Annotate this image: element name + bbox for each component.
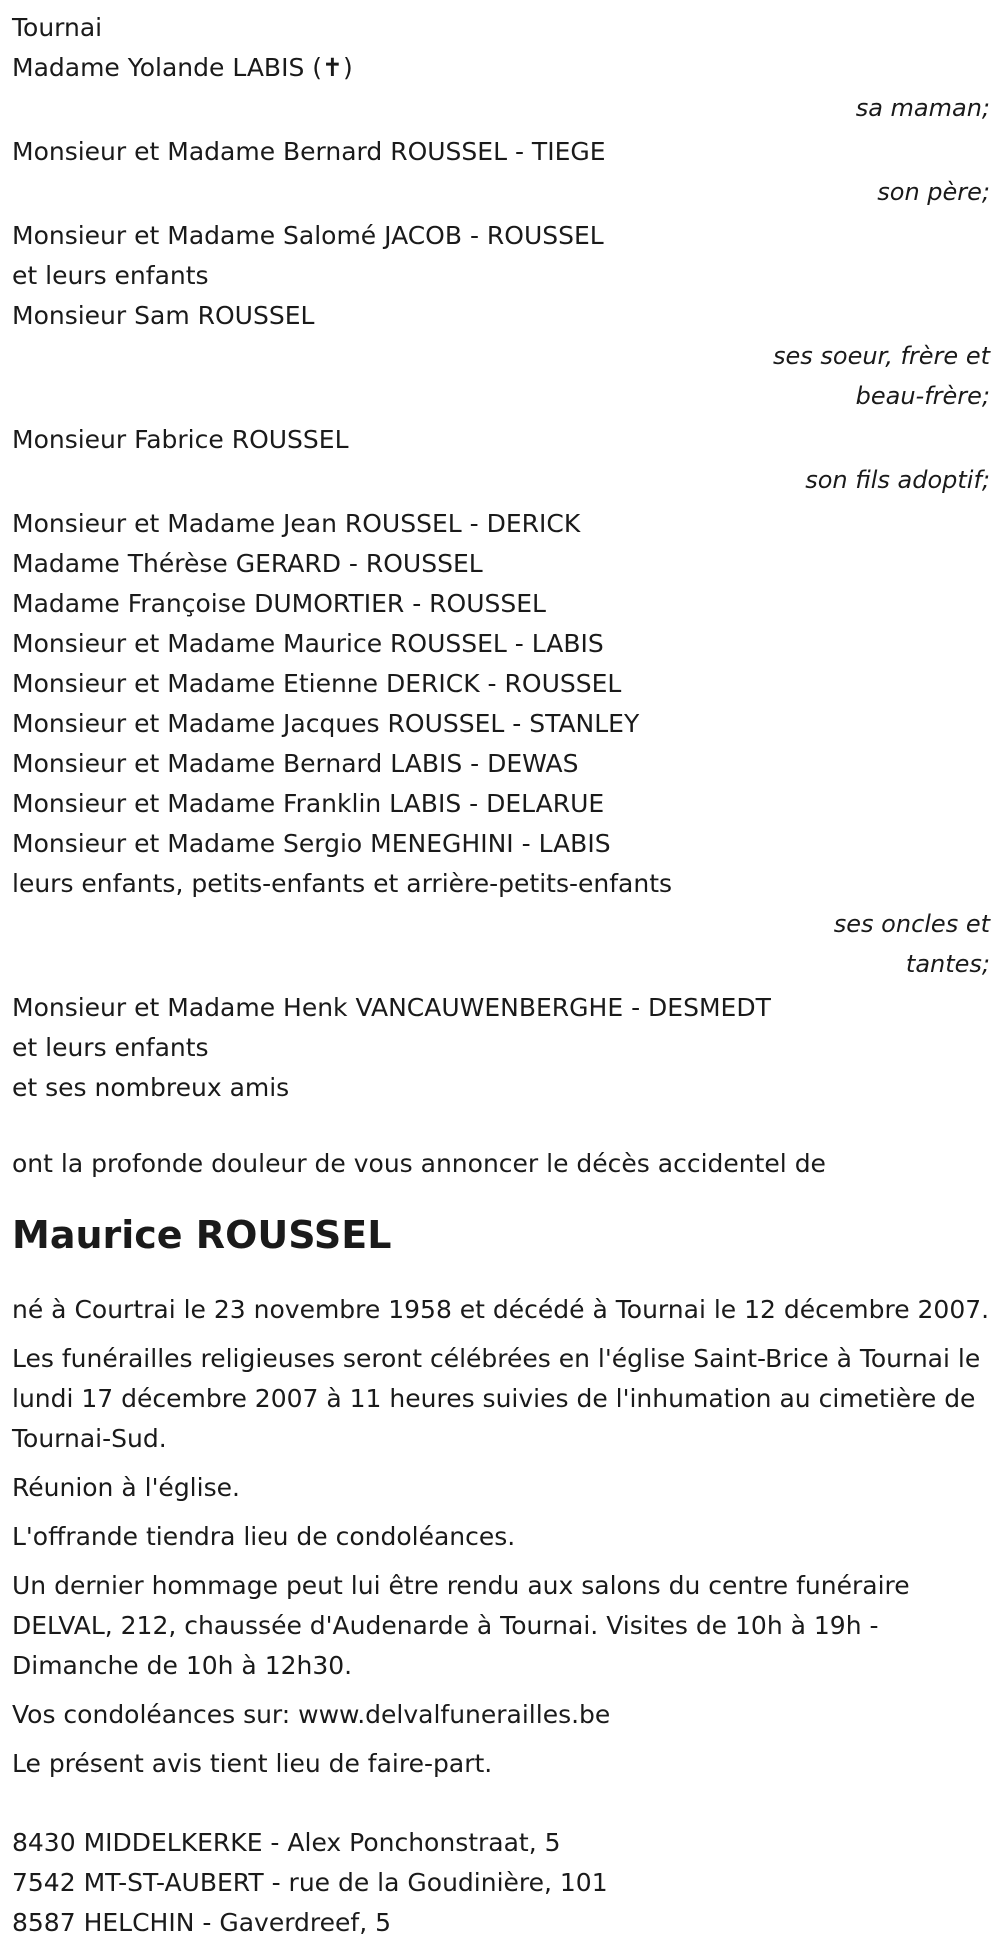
family-member-other: et leurs enfants bbox=[12, 1033, 209, 1062]
family-member-mother: Madame Yolande LABIS (✝) bbox=[12, 53, 353, 82]
family-member-uncle-aunt: Monsieur et Madame Maurice ROUSSEL - LABIS bbox=[12, 629, 604, 658]
relation-uncles-aunts: tantes; bbox=[905, 950, 990, 978]
family-member-sibling: Monsieur et Madame Salomé JACOB - ROUSSEL bbox=[12, 221, 604, 250]
meeting-paragraph: Réunion à l'église. bbox=[12, 1473, 240, 1502]
family-member-uncle-aunt: Monsieur et Madame Jean ROUSSEL - DERICK bbox=[12, 509, 581, 538]
condolences-paragraph: Vos condoléances sur: www.delvalfunerailles.be bbox=[12, 1700, 611, 1729]
notice-paragraph: Le présent avis tient lieu de faire-part. bbox=[12, 1749, 493, 1778]
family-member-uncle-aunt: Monsieur et Madame Bernard LABIS - DEWAS bbox=[12, 749, 579, 778]
family-member-uncle-aunt: Monsieur et Madame Jacques ROUSSEL - STANLEY bbox=[12, 709, 640, 738]
offering-paragraph: L'offrande tiendra lieu de condoléances. bbox=[12, 1522, 516, 1551]
address-line: 7542 MT-ST-AUBERT - rue de la Goudinière, 101 bbox=[12, 1868, 608, 1897]
relation-adoptive-son: son fils adoptif; bbox=[805, 466, 990, 494]
relation-siblings: ses soeur, frère et bbox=[772, 342, 990, 370]
deceased-name: Maurice ROUSSEL bbox=[12, 1213, 392, 1257]
funeral-paragraph: Les funérailles religieuses seront célébrées en l'église Saint-Brice à Tournai le lundi 17 décembre 2007 à 11 heures suivies de l'inhumation au cimetière de Tournai-Sud. bbox=[12, 1344, 981, 1453]
relation-mother: sa maman; bbox=[855, 94, 990, 122]
family-member-uncle-aunt: Madame Thérèse GERARD - ROUSSEL bbox=[12, 549, 483, 578]
family-member-sibling: et leurs enfants bbox=[12, 261, 209, 290]
address-line: 8587 HELCHIN - Gaverdreef, 5 bbox=[12, 1908, 392, 1937]
relation-father: son père; bbox=[877, 178, 990, 206]
family-member-uncle-aunt: Monsieur et Madame Franklin LABIS - DELARUE bbox=[12, 789, 605, 818]
city: Tournai bbox=[12, 13, 103, 42]
relation-siblings: beau-frère; bbox=[855, 382, 990, 410]
family-member-father: Monsieur et Madame Bernard ROUSSEL - TIEGE bbox=[12, 137, 606, 166]
announcement-text: ont la profonde douleur de vous annoncer le décès accidentel de bbox=[12, 1149, 826, 1178]
birth-death-paragraph: né à Courtrai le 23 novembre 1958 et décédé à Tournai le 12 décembre 2007. bbox=[12, 1295, 990, 1324]
family-member-uncle-aunt: Monsieur et Madame Sergio MENEGHINI - LABIS bbox=[12, 829, 611, 858]
tribute-paragraph: Un dernier hommage peut lui être rendu aux salons du centre funéraire DELVAL, 212, chaussée d'Audenarde à Tournai. Visites de 10h à 19h - Dimanche de 10h à 12h30. bbox=[12, 1571, 910, 1680]
relation-uncles-aunts: ses oncles et bbox=[833, 910, 990, 938]
family-member-sibling: Monsieur Sam ROUSSEL bbox=[12, 301, 315, 330]
address-line: 8430 MIDDELKERKE - Alex Ponchonstraat, 5 bbox=[12, 1828, 561, 1857]
family-member-uncle-aunt: Monsieur et Madame Etienne DERICK - ROUSSEL bbox=[12, 669, 622, 698]
family-member-uncle-aunt: leurs enfants, petits-enfants et arrière-petits-enfants bbox=[12, 869, 673, 898]
family-member-adoptive-son: Monsieur Fabrice ROUSSEL bbox=[12, 425, 349, 454]
family-member-uncle-aunt: Madame Françoise DUMORTIER - ROUSSEL bbox=[12, 589, 546, 618]
family-member-other: et ses nombreux amis bbox=[12, 1073, 290, 1102]
family-member-other: Monsieur et Madame Henk VANCAUWENBERGHE - DESMEDT bbox=[12, 993, 771, 1022]
